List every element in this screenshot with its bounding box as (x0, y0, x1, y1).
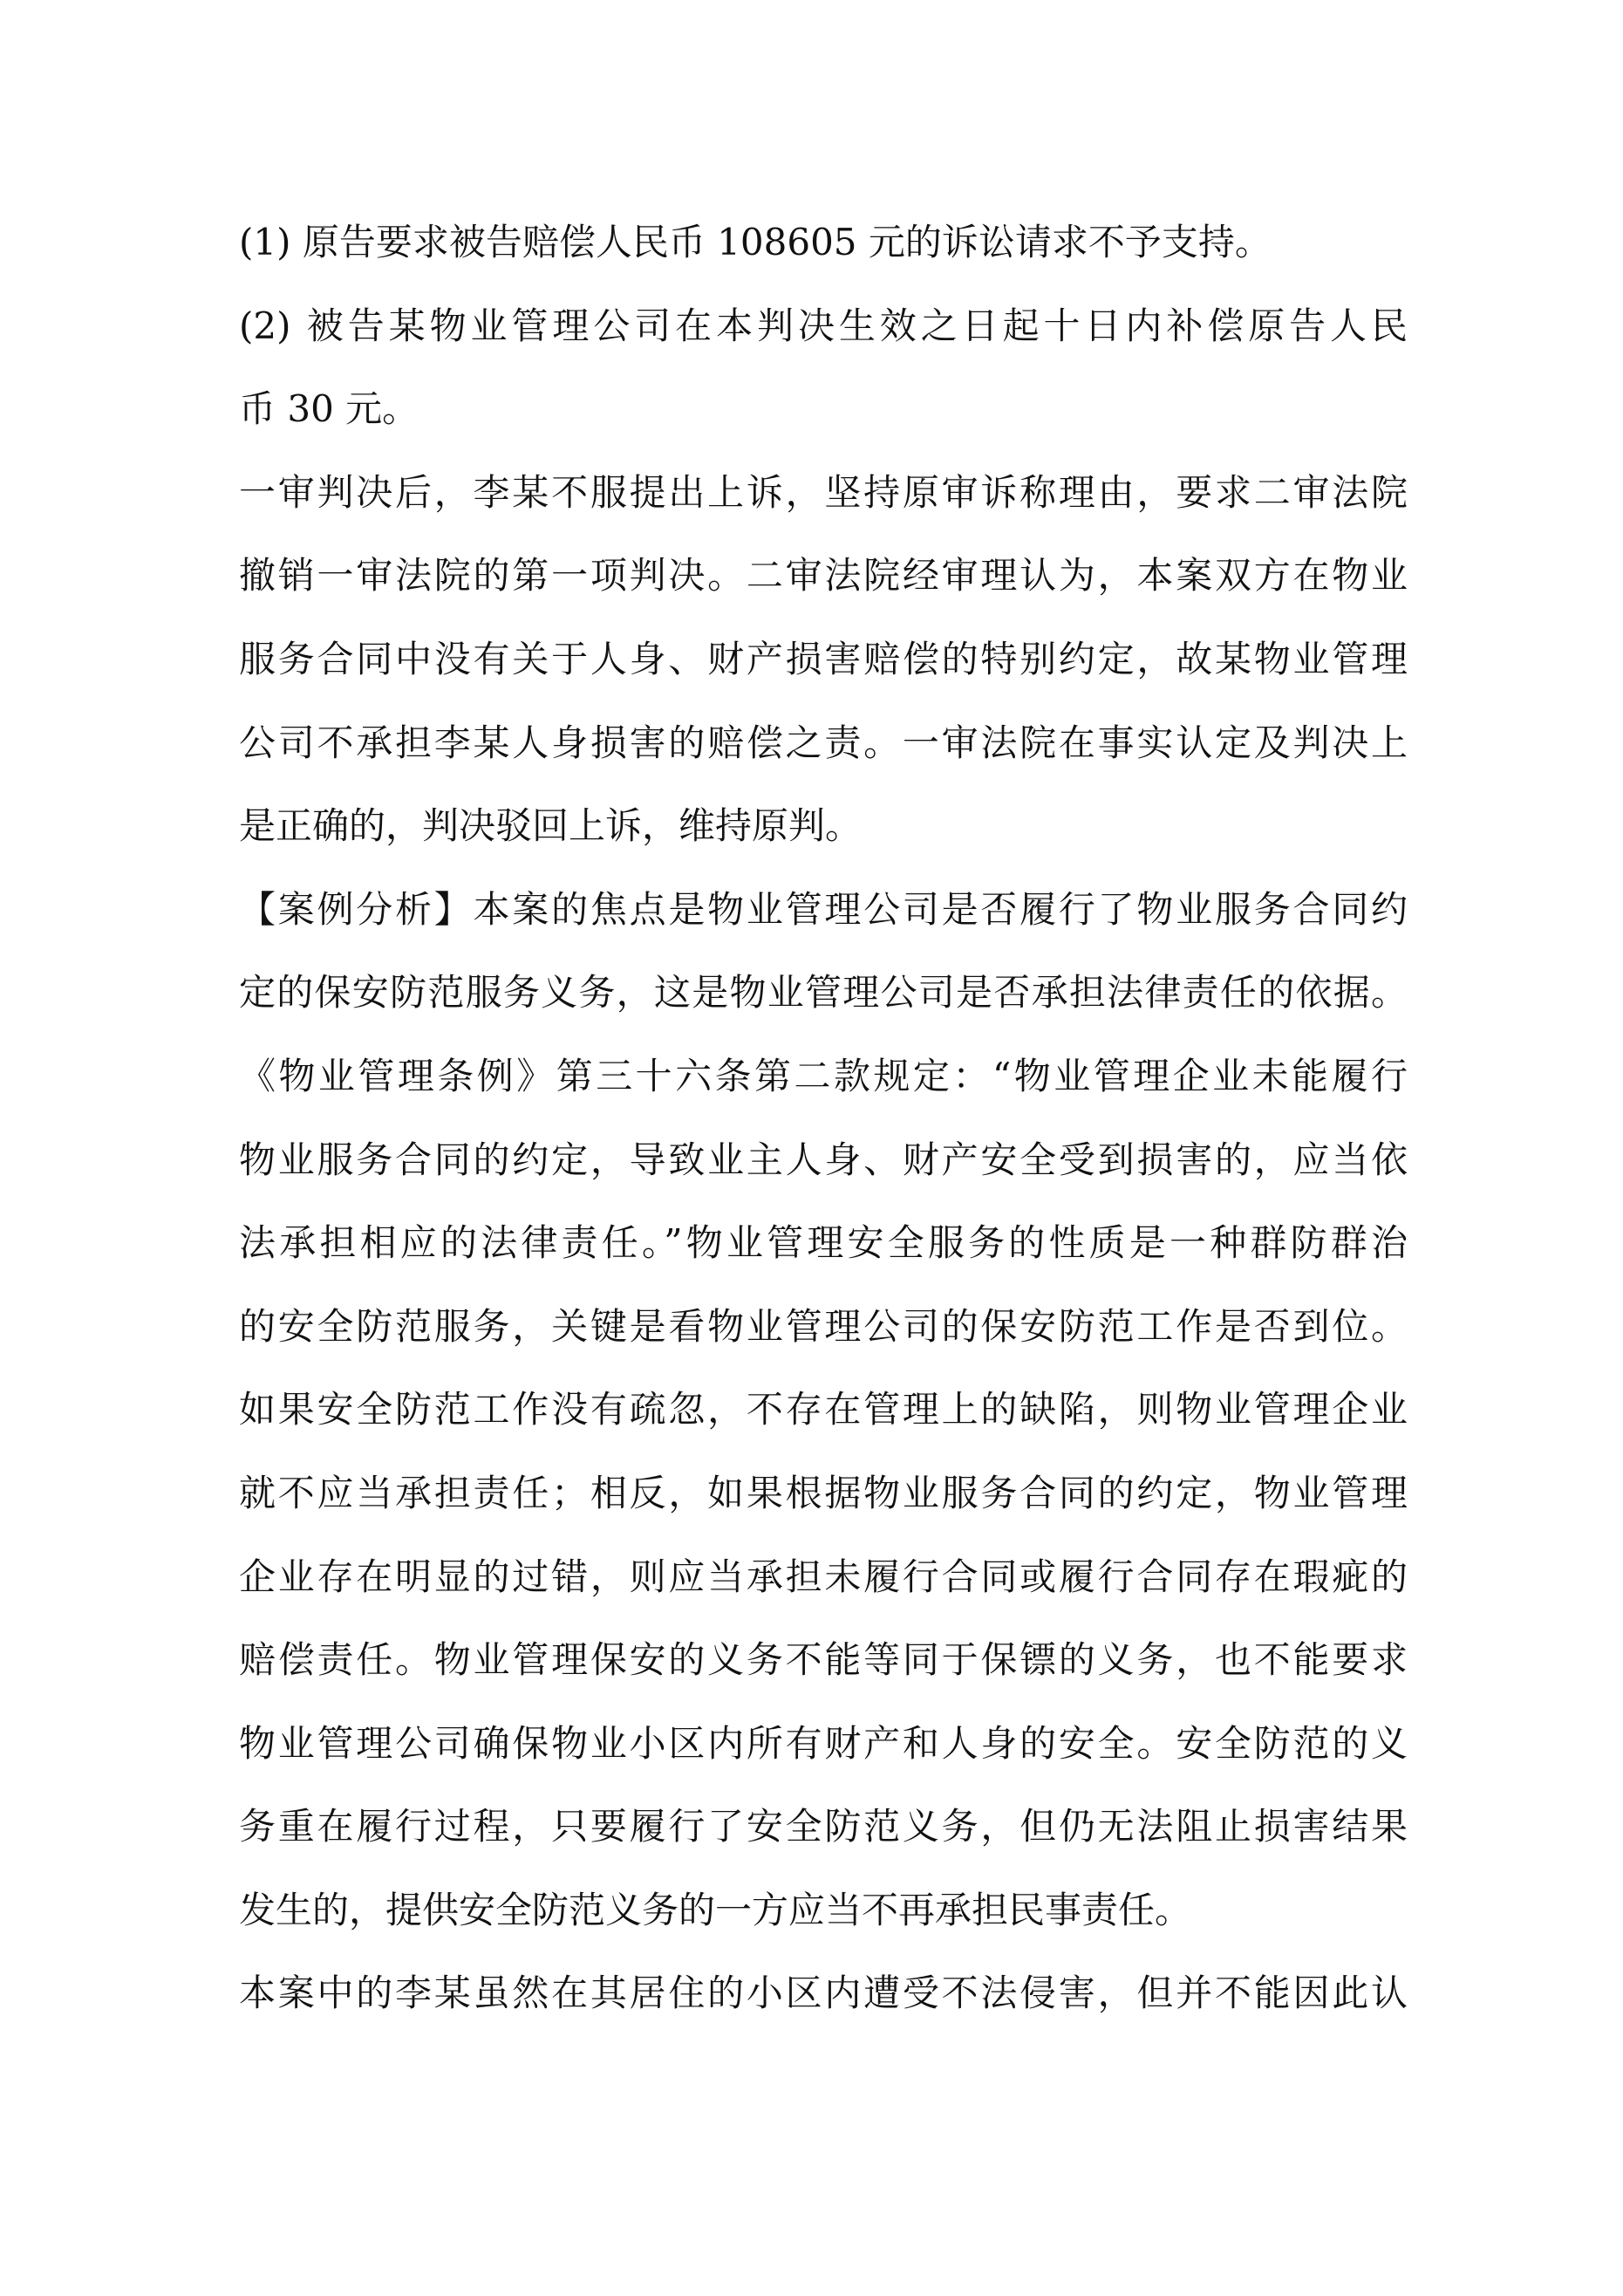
text-line: 本案中的李某虽然在其居住的小区内遭受不法侵害，但并不能因此认 (239, 1971, 1408, 2015)
text-line: 服务合同中没有关于人身、财产损害赔偿的特别约定，故某物业管理 (239, 637, 1408, 680)
document-body (239, 201, 1408, 2035)
text-line: 物业管理公司确保物业小区内所有财产和人身的安全。安全防范的义 (239, 1721, 1408, 1765)
text-line: 务重在履行过程，只要履行了安全防范义务，但仍无法阻止损害结果 (239, 1805, 1408, 1848)
text-line: 《物业管理条例》第三十六条第二款规定：“物业管理企业未能履行 (239, 1054, 1408, 1097)
text-line: 法承担相应的法律责任。”物业管理安全服务的性质是一种群防群治 (239, 1221, 1408, 1265)
text-line: (1) 原告要求被告赔偿人民币 108605 元的诉讼请求不予支持。 (239, 221, 1272, 263)
text-line: 币 30 元。 (239, 387, 419, 431)
text-line: 发生的，提供安全防范义务的一方应当不再承担民事责任。 (239, 1888, 1192, 1931)
text-line: 如果安全防范工作没有疏忽，不存在管理上的缺陷，则物业管理企业 (239, 1388, 1408, 1432)
text-line: 公司不承担李某人身损害的赔偿之责。一审法院在事实认定及判决上 (239, 721, 1408, 764)
text-line: 【案例分析】本案的焦点是物业管理公司是否履行了物业服务合同约 (239, 887, 1408, 931)
text-line: 物业服务合同的约定，导致业主人身、财产安全受到损害的，应当依 (239, 1138, 1408, 1181)
text-line: 撤销一审法院的第一项判决。二审法院经审理认为，本案双方在物业 (239, 554, 1408, 598)
text-line: 定的保安防范服务义务，这是物业管理公司是否承担法律责任的依据。 (239, 971, 1408, 1015)
text-line: 是正确的，判决驳回上诉，维持原判。 (239, 804, 863, 848)
text-line: 一审判决后，李某不服提出上诉，坚持原审诉称理由，要求二审法院 (239, 470, 1408, 514)
text-line: 的安全防范服务，关键是看物业管理公司的保安防范工作是否到位。 (239, 1304, 1408, 1348)
text-line: 企业存在明显的过错，则应当承担未履行合同或履行合同存在瑕疵的 (239, 1555, 1408, 1598)
text-line: (2) 被告某物业管理公司在本判决生效之日起十日内补偿原告人民 (239, 304, 1408, 347)
text-line: 就不应当承担责任；相反，如果根据物业服务合同的约定，物业管理 (239, 1471, 1408, 1514)
text-line: 赔偿责任。物业管理保安的义务不能等同于保镖的义务，也不能要求 (239, 1638, 1408, 1682)
